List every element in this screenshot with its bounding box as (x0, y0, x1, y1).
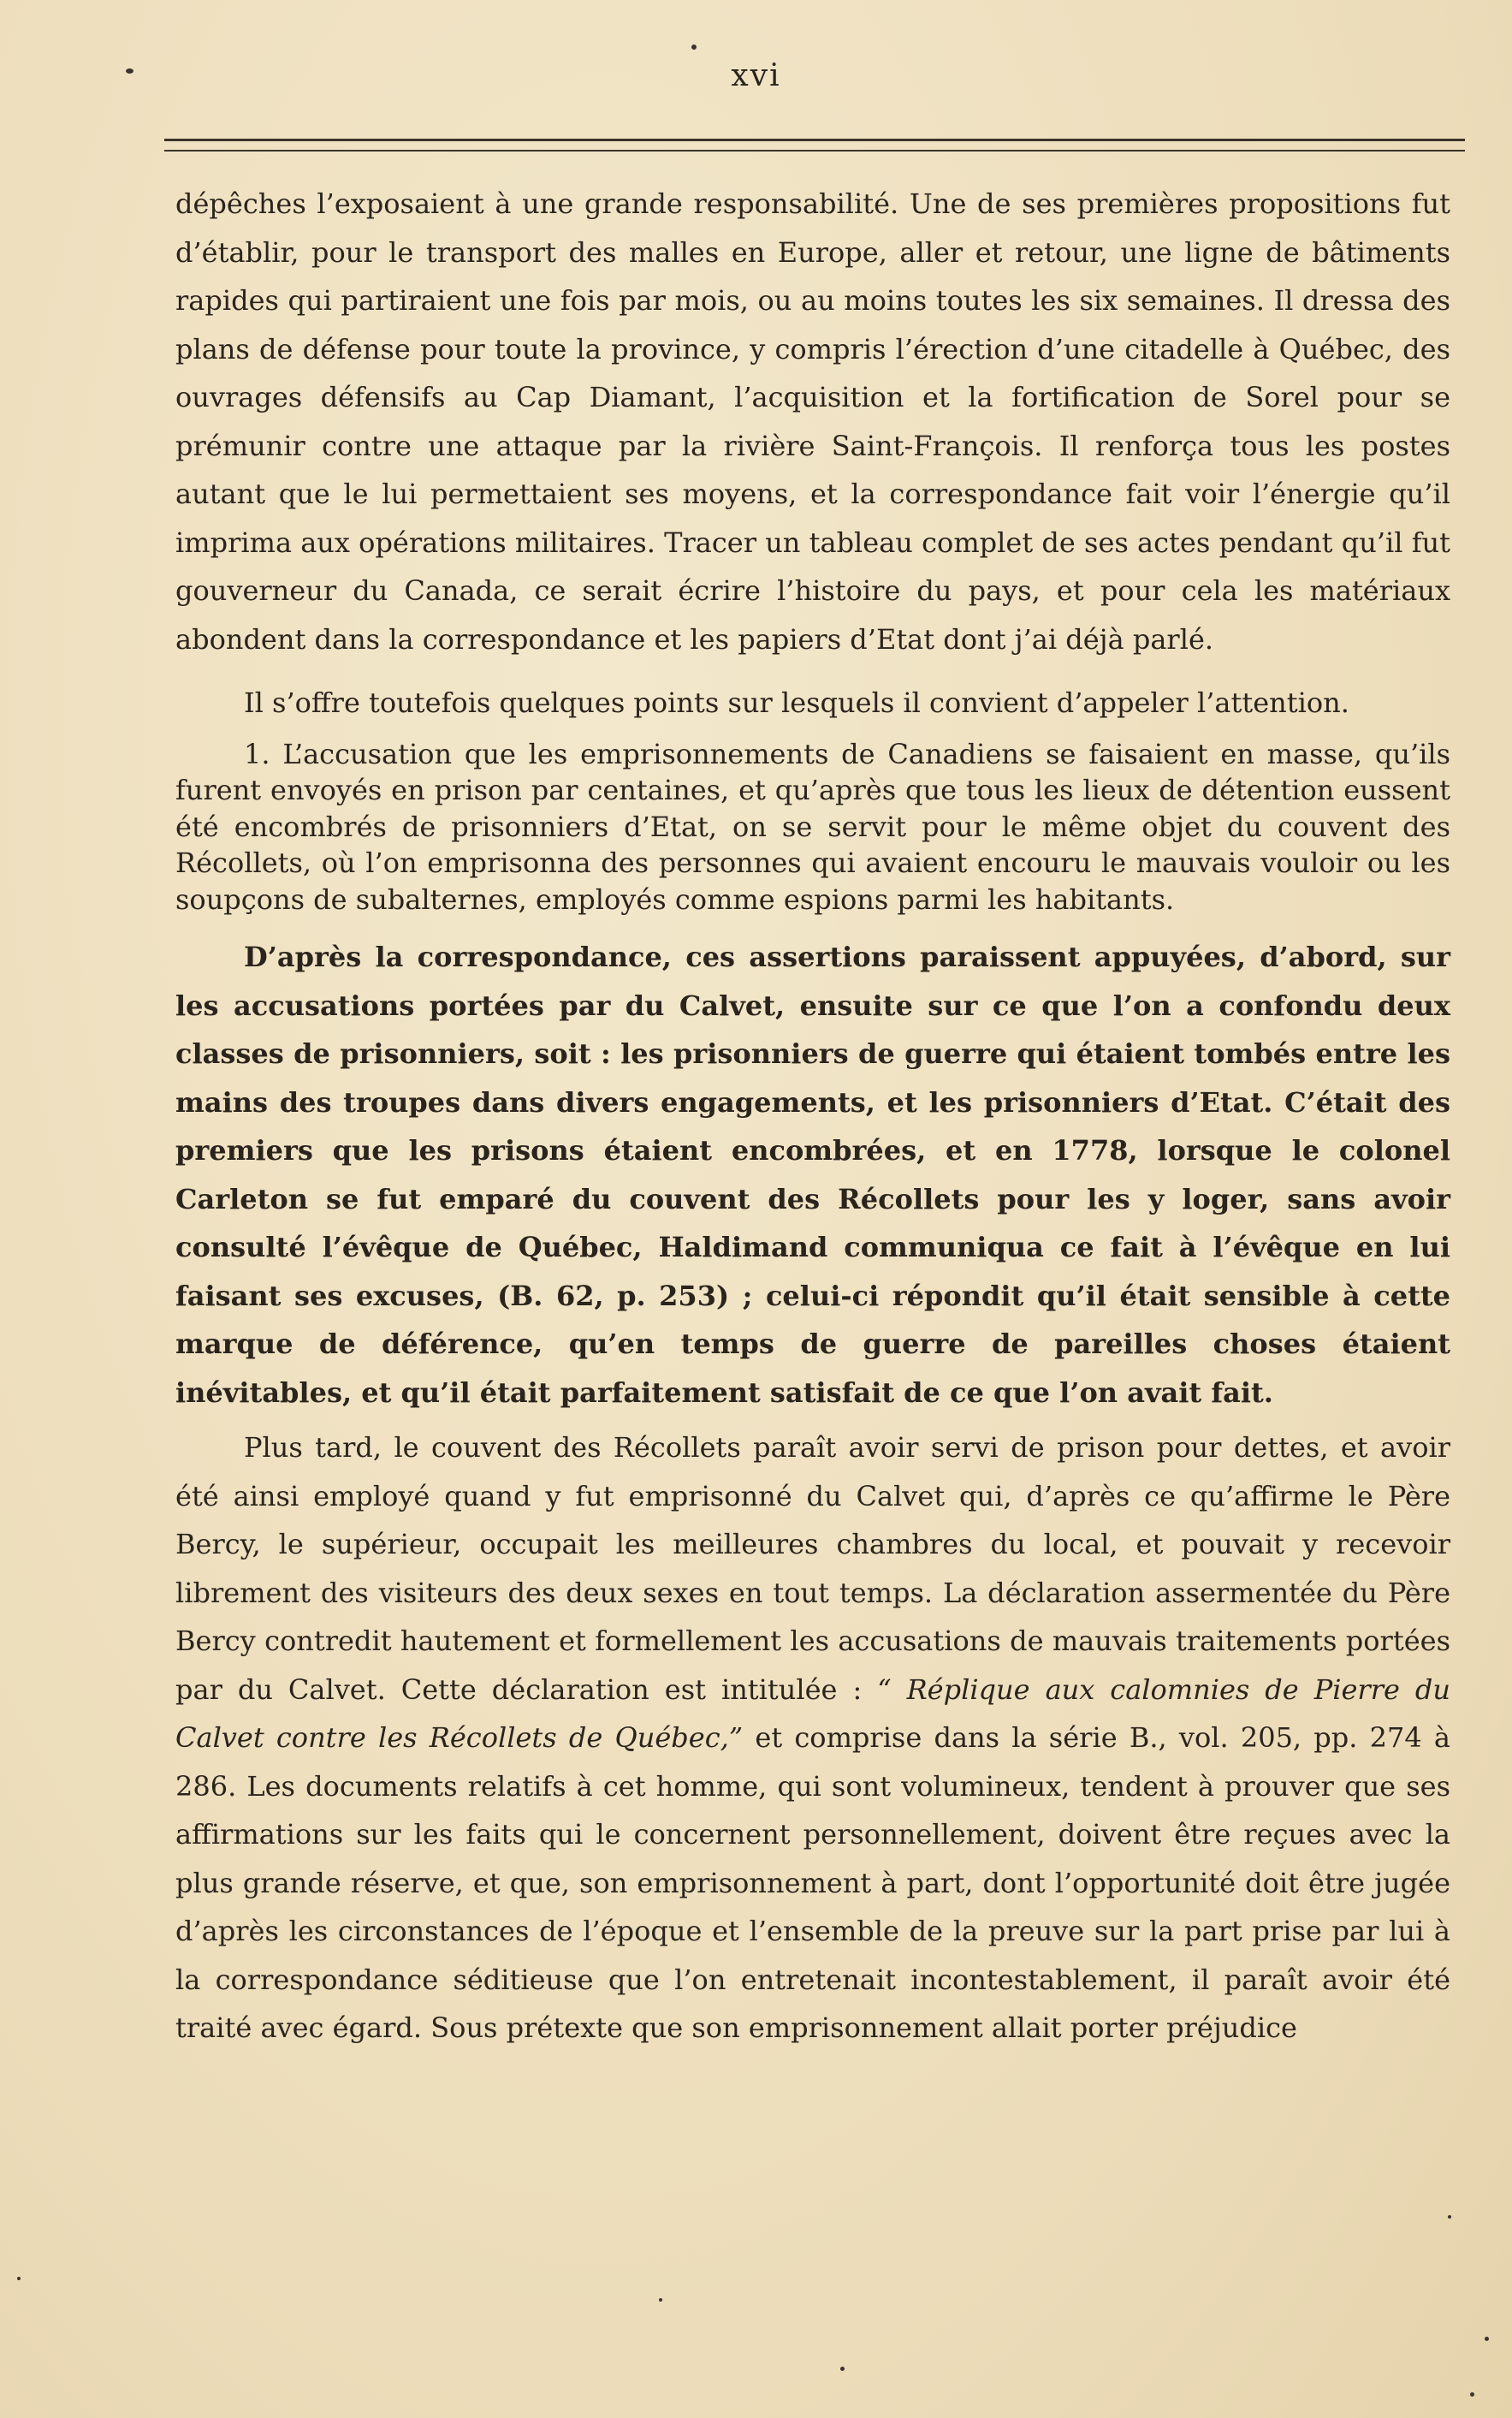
paper-speck (17, 2277, 21, 2280)
paragraph-recollets-part-a: Plus tard, le couvent des Récollets paraît avoir servi de prison pour dettes, et avoir été ainsi employé quand y fut emprisonné du Calvet qui, d’après ce qu’affirme le Père Bercy, le supérieur, occupait les meilleures chambres du local, et pouvait y recevoir librement des visiteurs des deux sexes en tout temps. La déclaration assermentée du Père Bercy contredit hautement et formellement les accusations de mauvais traitements portées par du Calvet. Cette déclaration est intitulée : (175, 1431, 1450, 1706)
paper-speck (659, 2298, 662, 2302)
paper-speck (126, 68, 133, 74)
header-rule (164, 139, 1465, 151)
reply-title: “ Réplique aux calomnies de Pierre du Calvet contre les Récollets de Québec,” (175, 1672, 1451, 1754)
paragraph-recollets (175, 1423, 1450, 2053)
paper-speck (1470, 2392, 1474, 2397)
paragraph-recollets-part-b: et comprise dans la série B., vol. 205, pp. 274 à 286. Les documents relatifs à cet homme, qui sont volumineux, tendent à prouver que ses affirmations sur les faits qui le concernent personnellement, doivent être reçues avec la plus grande réserve, et que, son emprisonnement à part, dont l’opportunité doit être jugée d’après les circonstances de l’époque et l’ensemble de la preuve sur la part prise par lui à la correspondance séditieuse que l’on entretenait incontestablement, il paraît avoir été traité avec égard. Sous prétexte que son emprisonnement allait porter préjudice (175, 1721, 1451, 2044)
paper-speck (840, 2367, 845, 2371)
paper-speck (691, 45, 697, 50)
paper-speck (1448, 2215, 1451, 2219)
paper-speck (1485, 2337, 1489, 2341)
paragraph-correspondance: D’après la correspondance, ces assertions paraissent appuyées, d’abord, sur les accusations portées par du Calvet, ensuite sur ce que l’on a confondu deux classes de prisonniers, soit : les prisonniers de guerre qui étaient tombés entre les mains des troupes dans divers engagements, et les prisonniers d’Etat. C’était des premiers que les prisons étaient encombrées, et en 1778, lorsque le colonel Carleton se fut emparé du couvent des Récollets pour les y loger, sans avoir consulté l’évêque de Québec, Haldimand communiqua ce fait à l’évêque en lui faisant ses excuses, (B. 62, p. 253) ; celui-ci répondit qu’il était sensible à cette marque de déférence, qu’en temps de guerre de pareilles choses étaient inévitables, et qu’il était parfaitement satisfait de ce que l’on avait fait. (175, 941, 1450, 1409)
body-text (175, 180, 1450, 2053)
paragraph-accusation: 1. L’accusation que les emprisonnements de Canadiens se faisaient en masse, qu’ils furent envoyés en prison par centaines, et qu’après que tous les lieux de détention eussent été encombrés de prisonniers d’Etat, on se servit pour le même objet du couvent des Récollets, où l’on emprisonna des personnes qui avaient encouru le mauvais vouloir ou les soupçons de subalternes, employés comme espions parmi les habitants. (175, 737, 1450, 916)
paragraph-attention: Il s’offre toutefois quelques points sur lesquels il convient d’appeler l’attention. (244, 686, 1349, 719)
paragraph-continuation: dépêches l’exposaient à une grande responsabilité. Une de ses premières propositions fut d’établir, pour le transport des malles en Europe, aller et retour, une ligne de bâtiments rapides qui partiraient une fois par mois, ou au moins toutes les six semaines. Il dressa des plans de défense pour toute la province, y compris l’érection d’une citadelle à Québec, des ouvrages défensifs au Cap Diamant, l’acquisition et la fortification de Sorel pour se prémunir contre une attaque par la rivière Saint-François. Il renforça tous les postes autant que le lui permettaient ses moyens, et la correspondance fait voir l’énergie qu’il imprima aux opérations militaires. Tracer un tableau complet de ses actes pendant qu’il fut gouverneur du Canada, ce serait écrire l’histoire du pays, et pour cela les matériaux abondent dans la correspondance et les papiers d’Etat dont j’ai déjà parlé. (175, 187, 1450, 656)
page-number: xvi (731, 58, 781, 93)
